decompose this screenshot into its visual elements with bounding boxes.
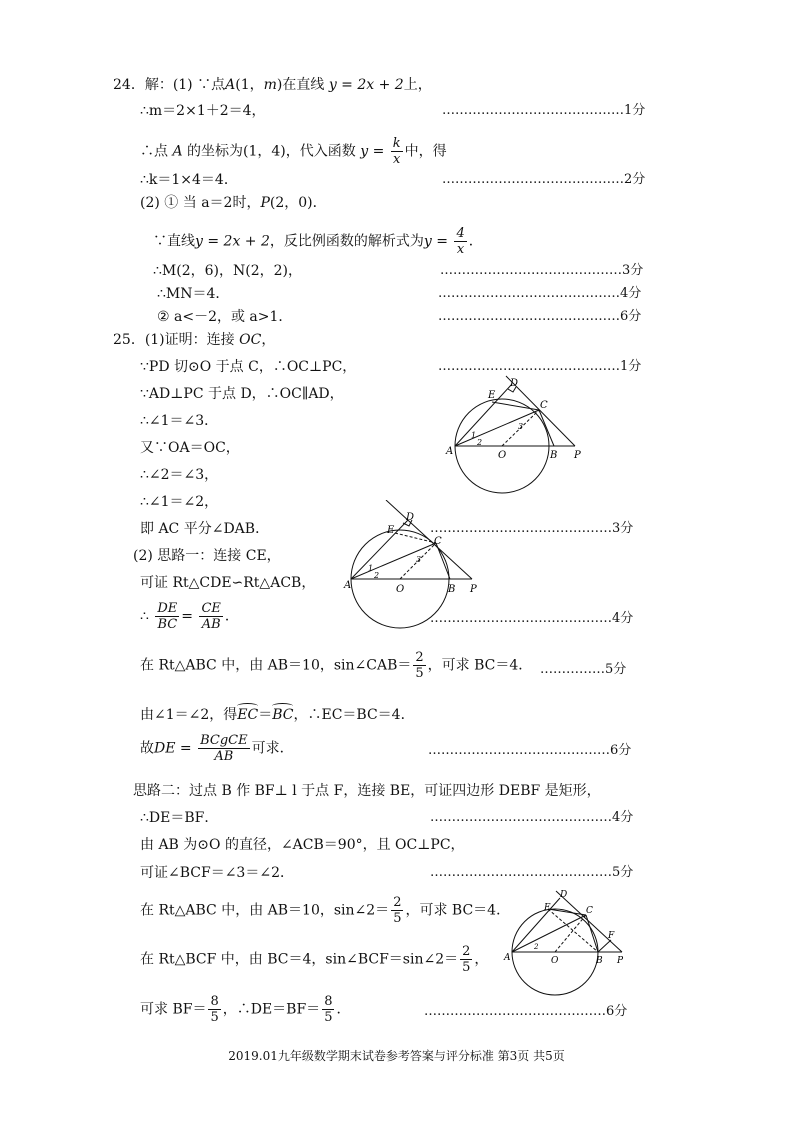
q25-line11: ∴ $\frac{DE}{BC}$ = $\frac{CE}{AB}$ ． bbox=[140, 601, 239, 632]
q24-line4: ∴k＝1×4＝4． bbox=[140, 172, 238, 188]
q24-line2: ∴m＝2×1＋2＝4， bbox=[140, 103, 266, 119]
q25-line13: 由∠1＝∠2，得EC＝BC，∴EC＝BC＝4． bbox=[140, 707, 415, 723]
svg-text:1: 1 bbox=[368, 564, 374, 573]
q25-line1: 25．(1)证明：连接 OC， bbox=[113, 332, 276, 348]
svg-text:F: F bbox=[608, 931, 615, 941]
svg-text:P: P bbox=[617, 956, 624, 966]
fraction-de-bc: $\frac{DE}{BC}$ bbox=[157, 601, 178, 632]
q25-line21: 可求 BF＝ $\frac{8}{5}$ ，∴DE＝BF＝ $\frac{8}{5}$ ． bbox=[140, 994, 351, 1025]
svg-text:D: D bbox=[406, 512, 415, 523]
q25-line17: 由 AB 为⊙O 的直径，∠ACB＝90°，且 OC⊥PC， bbox=[140, 837, 465, 853]
q25-line9: (2) 思路一：连接 CE， bbox=[133, 548, 281, 564]
q25-line16: ∴DE＝BF． bbox=[140, 810, 219, 826]
geometry-figure-3 bbox=[500, 885, 635, 1000]
score-dots: ……………5分 bbox=[540, 662, 627, 677]
arc-bc: BC bbox=[272, 707, 294, 723]
svg-text:A: A bbox=[504, 953, 511, 963]
svg-text:2: 2 bbox=[534, 943, 539, 951]
q25-line5: 又∵OA＝OC， bbox=[140, 440, 240, 456]
label-o: O bbox=[498, 450, 507, 461]
svg-text:E: E bbox=[544, 903, 551, 913]
svg-text:C: C bbox=[434, 536, 442, 547]
q24-line9: ② a<－2，或 a>1． bbox=[157, 309, 293, 325]
q25-line20: 在 Rt△BCF 中，由 BC＝4，sin∠BCF＝sin∠2＝ $\frac{2}{5}$ ， bbox=[140, 944, 489, 975]
svg-text:O: O bbox=[396, 584, 405, 595]
q25-line18: 可证∠BCF＝∠3＝∠2． bbox=[140, 865, 294, 881]
svg-text:O: O bbox=[551, 956, 559, 966]
label-b: B bbox=[550, 450, 558, 461]
q24-line1: 24．解：(1) ∵点A(1，m)在直线 y = 2x + 2上， bbox=[113, 77, 432, 93]
q24-line5: (2) ① 当 a＝2时，P(2，0)． bbox=[140, 195, 327, 211]
label-p: P bbox=[574, 450, 581, 461]
q25-line7: ∴∠1＝∠2， bbox=[140, 494, 219, 510]
q25-line8: 即 AC 平分∠DAB． bbox=[140, 521, 270, 537]
q25-line12: 在 Rt△ABC 中，由 AB＝10，sin∠CAB＝ $\frac{2}{5}$ ，可求 BC＝4． bbox=[140, 650, 533, 681]
svg-text:A: A bbox=[344, 580, 352, 591]
fraction-2-over-5: $\frac{2}{5}$ bbox=[415, 650, 424, 681]
fraction-8-over-5: $\frac{8}{5}$ bbox=[210, 994, 219, 1025]
fraction-ce-ab: $\frac{CE}{AB}$ bbox=[201, 601, 221, 632]
label-e: E bbox=[488, 390, 496, 401]
q24-line8: ∴MN＝4． bbox=[157, 286, 230, 302]
svg-text:D: D bbox=[560, 890, 568, 900]
q24-line3: ∴点 A 的坐标为(1，4)，代入函数 y = $\frac{k}{x}$ 中，得 bbox=[140, 136, 447, 167]
svg-text:2: 2 bbox=[374, 571, 380, 580]
svg-text:3: 3 bbox=[416, 555, 422, 564]
q24-line7: ∴M(2，6)，N(2，2)， bbox=[153, 263, 302, 279]
arc-ec: EC bbox=[237, 707, 259, 723]
svg-text:P: P bbox=[470, 584, 477, 595]
fraction-k-over-x: $\frac{k}{x}$ bbox=[392, 136, 401, 167]
svg-text:B: B bbox=[448, 584, 456, 595]
svg-text:C: C bbox=[586, 906, 593, 916]
label-c: C bbox=[540, 400, 548, 411]
svg-text:2: 2 bbox=[477, 438, 483, 447]
geometry-figure-2 bbox=[340, 500, 490, 630]
q25-line3: ∵AD⊥PC 于点 D，∴OC∥AD， bbox=[140, 386, 344, 402]
fraction-bcce-ab: $\frac{\text{BCgCE}}{AB}$ bbox=[200, 733, 248, 764]
q25-line14: 故DE = $\frac{\text{BCgCE}}{AB}$ 可求． bbox=[140, 733, 294, 764]
svg-text:1: 1 bbox=[471, 431, 477, 440]
svg-text:3: 3 bbox=[518, 422, 524, 431]
label-d: D bbox=[510, 378, 519, 389]
q25-line6: ∴∠2＝∠3， bbox=[140, 467, 219, 483]
geometry-figure-1 bbox=[440, 372, 590, 497]
fraction-4-over-x: $\frac{4}{x}$ bbox=[456, 226, 465, 257]
q25-line2: ∵PD 切⊙O 于点 C，∴OC⊥PC， bbox=[140, 359, 357, 375]
svg-text:B: B bbox=[596, 956, 603, 966]
q25-line19: 在 Rt△ABC 中，由 AB＝10，sin∠2＝ $\frac{2}{5}$ ，可求 BC＝4． bbox=[140, 895, 511, 926]
q25-line15: 思路二：过点 B 作 BF⊥ l 于点 F，连接 BE，可证四边形 DEBF 是矩形， bbox=[133, 783, 601, 799]
q25-line10: 可证 Rt△CDE∽Rt△ACB， bbox=[140, 575, 316, 591]
q24-line6: ∵直线y = 2x + 2，反比例函数的解析式为y = $\frac{4}{x}$ ． bbox=[153, 226, 483, 257]
score-dots: ……………………………………1分 bbox=[442, 103, 646, 118]
q25-line4: ∴∠1＝∠3． bbox=[140, 413, 219, 429]
page-footer: 2019.01九年级数学期末试卷参考答案与评分标准 第3页 共5页 bbox=[228, 1049, 565, 1063]
svg-text:E: E bbox=[387, 525, 395, 536]
label-a: A bbox=[446, 446, 454, 457]
